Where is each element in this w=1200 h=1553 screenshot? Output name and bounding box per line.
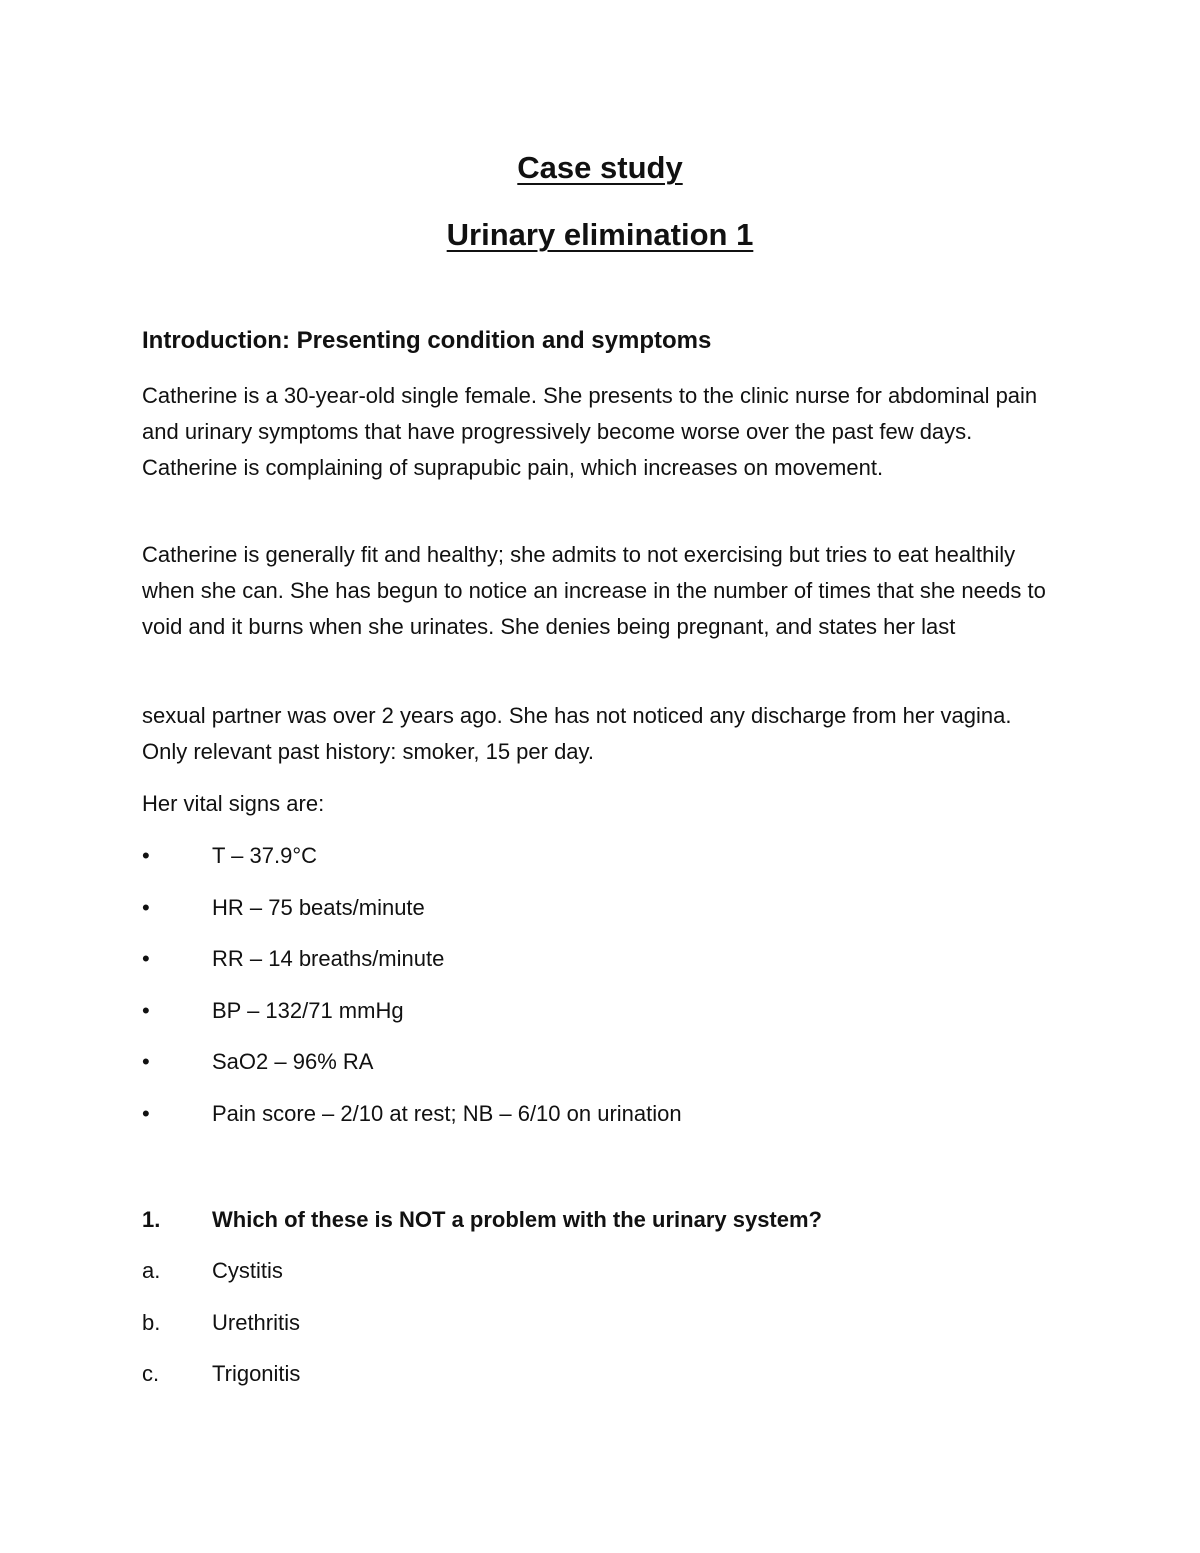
vital-sign-respiratory-rate: RR – 14 breaths/minute — [212, 946, 445, 971]
bullet-icon: • — [142, 843, 150, 868]
bullet-icon: • — [142, 946, 150, 971]
option-letter: c. — [142, 1361, 160, 1386]
vital-sign-oxygen-saturation: SaO2 – 96% RA — [212, 1049, 374, 1074]
question-number: 1. — [142, 1207, 161, 1232]
question-text: Which of these is NOT a problem with the urinary system? — [212, 1207, 822, 1232]
section-heading: Introduction: Presenting condition and symptoms — [142, 327, 712, 354]
document-subtitle: Urinary elimination 1 — [446, 217, 754, 252]
bullet-icon: • — [142, 894, 150, 920]
vital-sign-pain-score: Pain score – 2/10 at rest; NB – 6/10 on urination — [212, 1100, 682, 1126]
paragraph-presentation: Catherine is a 30-year-old single female. She presents to the clinic nurse for abdominal pain and urinary symptoms that have progressively become worse over the past few days. Catherine is complaining of suprapubic pain, which increases on movement. — [142, 383, 1038, 480]
document-title: Case study — [517, 150, 683, 185]
option-text: Cystitis — [212, 1258, 283, 1283]
vital-sign-blood-pressure: BP – 132/71 mmHg — [212, 997, 404, 1023]
option-text: Urethritis — [212, 1309, 301, 1335]
option-text: Trigonitis — [212, 1361, 301, 1386]
bullet-icon: • — [142, 1100, 150, 1126]
paragraph-sexual-history: sexual partner was over 2 years ago. She has not noticed any discharge from her vagina. Only relevant past history: smoker, 15 per day. — [142, 703, 1012, 764]
vital-sign-heart-rate: HR – 75 beats/minute — [212, 894, 425, 920]
paragraph-history: Catherine is generally fit and healthy; she admits to not exercising but tries to eat healthily when she can. She has begun to notice an increase in the number of times that she needs to void and it burns when she urinates. She denies being pregnant, and states her last — [142, 542, 1046, 639]
vital-sign-temperature: T – 37.9°C — [212, 843, 318, 868]
bullet-icon: • — [142, 997, 150, 1023]
option-letter: a. — [142, 1258, 161, 1283]
bullet-icon: • — [142, 1049, 150, 1074]
option-letter: b. — [142, 1309, 161, 1335]
paragraph-vitals-intro: Her vital signs are: — [142, 791, 325, 816]
